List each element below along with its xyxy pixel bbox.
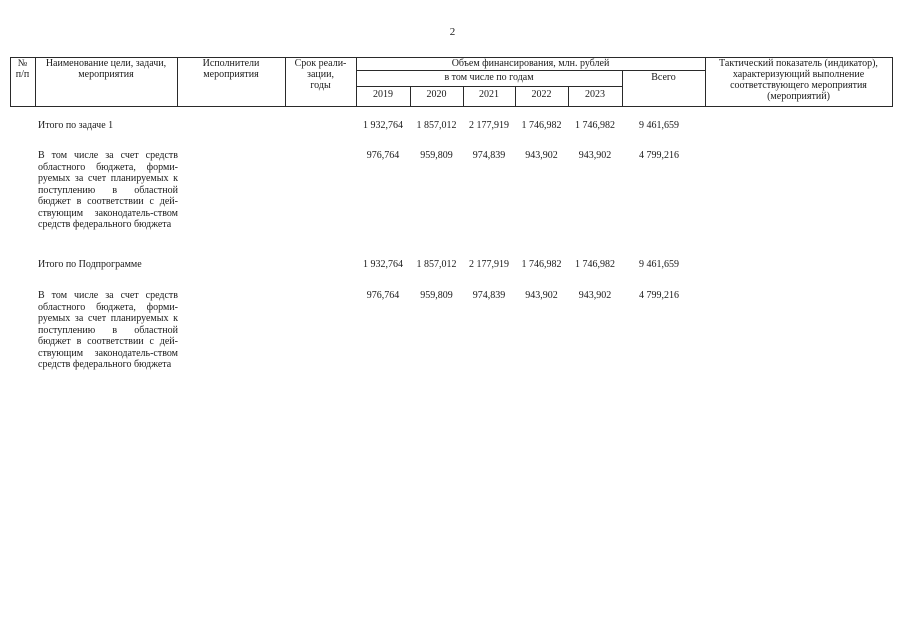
row-label: В том числе за счет средств областного бюджета, форми-руемых за счет планируемых к поступлению в областной бюджет в соответствии с дей-ствующим законодатель-ством средств федерального бюджета xyxy=(38,290,178,370)
value-2023: 943,902 xyxy=(578,150,612,161)
value-2019: 976,764 xyxy=(366,150,400,161)
page-number: 2 xyxy=(449,26,456,38)
value-2021: 2 177,919 xyxy=(469,120,509,131)
col-term-header: Срок реали- зации, годы xyxy=(294,58,347,91)
col-funding-header: Объем финансирования, млн. рублей xyxy=(451,58,610,69)
col-executors-header: Исполнители мероприятия xyxy=(202,58,260,80)
value-2022: 943,902 xyxy=(525,290,558,301)
value-total: 4 799,216 xyxy=(639,290,679,301)
col-indicator-header: Тактический показатель (индикатор), характеризующий выполнение соответствующего мероприятия (мероприятий) xyxy=(719,58,878,102)
year-header: 2022 xyxy=(531,89,552,100)
year-header: 2020 xyxy=(426,89,447,100)
table-header xyxy=(10,57,893,107)
year-header: 2019 xyxy=(373,89,393,100)
value-total: 4 799,216 xyxy=(639,150,679,161)
value-total: 9 461,659 xyxy=(639,259,679,270)
value-2023: 1 746,982 xyxy=(575,259,615,270)
col-total-header: Всего xyxy=(651,72,676,83)
col-number-header: № п/п xyxy=(15,58,30,80)
value-2022: 1 746,982 xyxy=(521,120,562,131)
value-2021: 974,839 xyxy=(472,150,506,161)
value-2022: 943,902 xyxy=(525,150,558,161)
row-label: Итого по Подпрограмме xyxy=(38,259,142,270)
value-2021: 2 177,919 xyxy=(469,259,509,270)
value-2019: 1 932,764 xyxy=(363,259,403,270)
value-2020: 1 857,012 xyxy=(416,120,457,131)
value-2019: 976,764 xyxy=(366,290,400,301)
col-by-years-header: в том числе по годам xyxy=(444,72,534,83)
year-header: 2023 xyxy=(585,89,605,100)
value-2022: 1 746,982 xyxy=(521,259,562,270)
value-2020: 959,809 xyxy=(420,290,453,301)
row-label: Итого по задаче 1 xyxy=(38,120,114,131)
row-label: В том числе за счет средств областного бюджета, форми-руемых за счет планируемых к поступлению в областной бюджет в соответствии с дей-ствующим законодатель-ством средств федерального бюджета xyxy=(38,150,178,230)
col-name-header: Наименование цели, задачи, мероприятия xyxy=(45,58,167,80)
value-2023: 1 746,982 xyxy=(575,120,615,131)
value-2023: 943,902 xyxy=(578,290,612,301)
value-2020: 1 857,012 xyxy=(416,259,457,270)
value-total: 9 461,659 xyxy=(639,120,679,131)
value-2020: 959,809 xyxy=(420,150,453,161)
year-header: 2021 xyxy=(479,89,499,100)
value-2019: 1 932,764 xyxy=(363,120,403,131)
value-2021: 974,839 xyxy=(472,290,506,301)
